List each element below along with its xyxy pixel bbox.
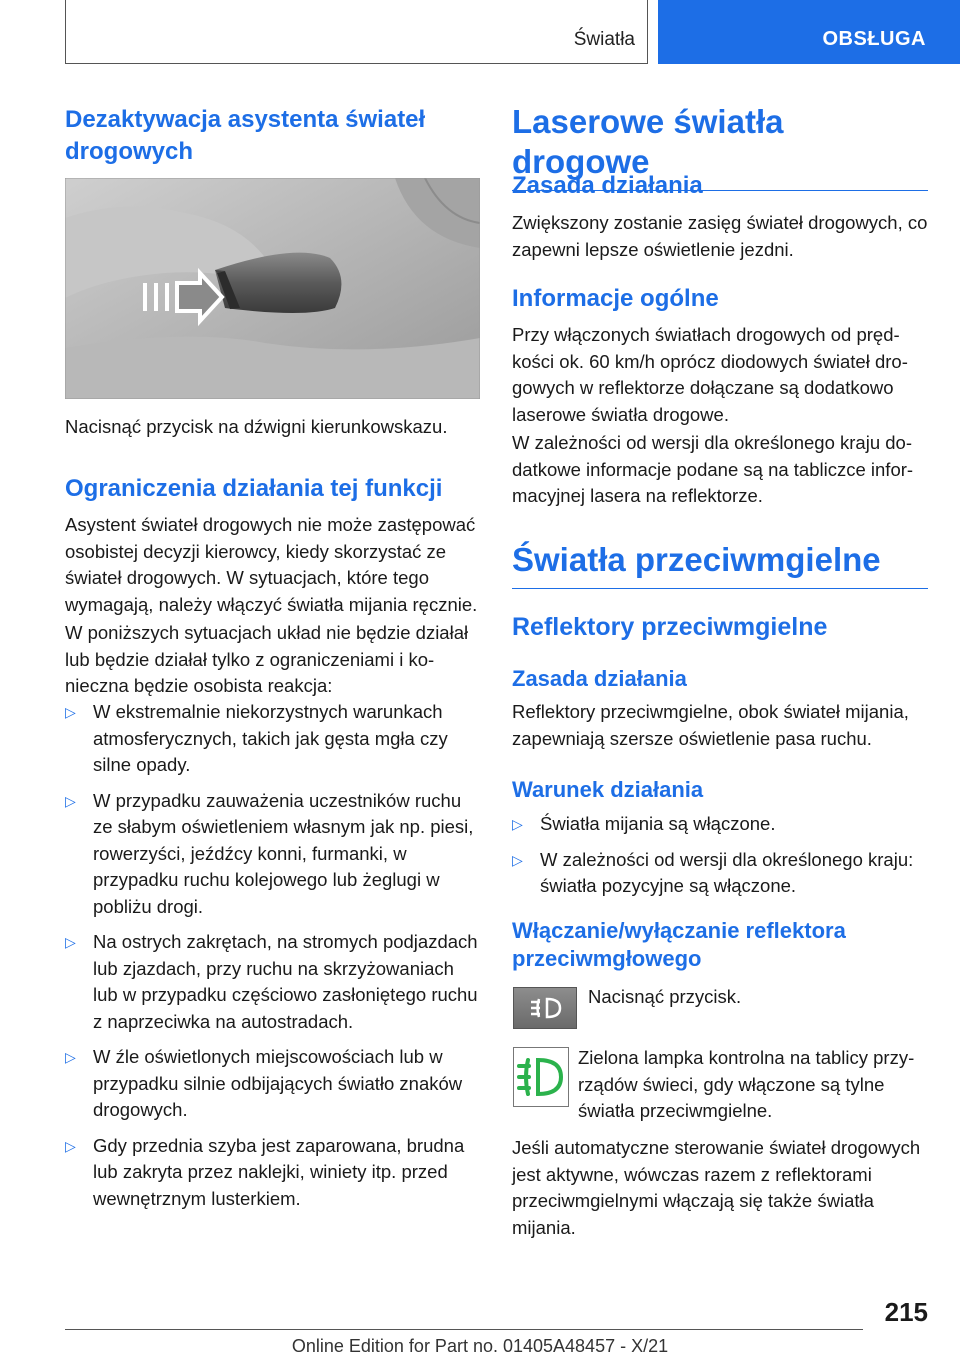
heading-fog-principle: Zasada działania: [512, 666, 687, 691]
list-item: [65, 1133, 480, 1213]
list-item-text: Światła mijania są włączone.: [540, 813, 776, 834]
triangle-bullet-icon: ▷: [65, 792, 76, 809]
auto-control-paragraph: Jeśli automatyczne sterowanie świateł drogowych jest aktywne, wówczas razem z reflektorami przeciwmgielnymi włączają się także światła mijania.: [512, 1137, 921, 1238]
fog-principle-paragraph: Reflektory przeciwmgielne, obok świateł mijania, zapewniają szersze oświetlenie pasa ruchu.: [512, 701, 909, 749]
turn-signal-lever-photo: [65, 178, 480, 399]
chapter-title: OBSŁUGA: [822, 28, 926, 50]
triangle-bullet-icon: ▷: [65, 1049, 76, 1065]
heading-general: Informacje ogólne: [512, 285, 719, 312]
condition-list: [512, 811, 928, 900]
heading-principle: Zasada działania: [512, 172, 703, 199]
heading-fog-lights: Światła przeciwmgielne: [512, 540, 928, 589]
list-item: [65, 929, 480, 1035]
limits-paragraph-1: Asystent świateł drogowych nie może zastępować osobistej decyzji kierowcy, kiedy skorzystać ze świateł drogowych. W sytuacjach, które tego wymagają, należy włączyć światła mijania ręcznie.: [65, 514, 478, 615]
page-number: 215: [884, 1297, 928, 1327]
footer-edition: Online Edition for Part no. 01405A48457 - X/21: [291, 1336, 669, 1356]
general-paragraph-1: Przy włączonych światłach drogowych od prędkości ok. 60 km/h oprócz diodowych świateł drogowych w reflektorze dołączane są dodatkowo laserowe światła drogowe.: [512, 324, 908, 425]
header-chapter-tab: [658, 0, 960, 64]
triangle-bullet-icon: ▷: [512, 816, 523, 832]
triangle-bullet-icon: ▷: [65, 704, 76, 720]
list-item-text: W zależności od wersji dla określonego kraju: światła pozycyjne są włączone.: [540, 848, 914, 896]
principle-paragraph: Zwiększony zostanie zasięg świateł drogowych, co zapewni lepsze oświetlenie jezdni.: [512, 212, 928, 260]
heading-deactivate: Dezaktywacja asystenta świateł drogowych: [65, 106, 426, 165]
list-item-text: W przypadku zauważenia uczestników ruchu ze słabym oświetleniem własnym jak np. piesi, rowerzyści, jeźdźcy konni, furmanki, w przypadku ruchu kolejowego lub żeglugi w pobliżu drogi.: [93, 789, 474, 917]
heading-condition: Warunek działania: [512, 777, 704, 802]
indicator-description: Zielona lampka kontrolna na tablicy przyrządów świeci, gdy włączone są tylne światła przeciwmgielne.: [578, 1047, 915, 1121]
list-item-text: Na ostrych zakrętach, na stromych podjazdach lub zjazdach, przy ruchu na skrzyżowaniach lub w przypadku częściowo zasłoniętego ruchu z naprzeciwka na autostradach.: [93, 931, 478, 1032]
section-title: Światła: [573, 29, 635, 50]
list-item: [65, 788, 480, 921]
heading-laser: Laserowe światła drogowe: [512, 102, 928, 191]
limits-list: [65, 699, 480, 1212]
list-item: [65, 699, 480, 779]
triangle-bullet-icon: ▷: [512, 851, 523, 868]
header-section-box: [65, 0, 648, 64]
list-item: [512, 847, 928, 900]
heading-switch-fog: Włączanie/wyłączanie reflektora przeciwmgłowego: [512, 918, 846, 971]
list-item-text: Gdy przednia szyba jest zaparowana, brudna lub zakryta przez naklejki, winiety itp. przed wewnętrznym lusterkiem.: [93, 1134, 465, 1209]
footer-divider: [65, 1329, 863, 1330]
limits-paragraph-2: W poniższych sytuacjach układ nie będzie działał lub będzie działał tylko z ograniczeniami i konieczna będzie osobista reakcja:: [65, 622, 469, 696]
triangle-bullet-icon: ▷: [65, 1137, 76, 1154]
photo-caption: Nacisnąć przycisk na dźwigni kierunkowskazu.: [65, 416, 448, 437]
heading-fog-headlights: Reflektory przeciwmgielne: [512, 613, 828, 641]
general-paragraph-2: W zależności od wersji dla określonego kraju dodatkowe informacje podane są na tabliczce informacyjnej lasera na reflektorze.: [512, 432, 914, 506]
list-item: [65, 1044, 480, 1124]
green-fog-indicator-icon: [513, 1047, 569, 1107]
triangle-bullet-icon: ▷: [65, 934, 76, 950]
list-item-text: W ekstremalnie niekorzystnych warunkach atmosferycznych, takich jak gęsta mgła czy silne opady.: [93, 701, 448, 775]
button-instruction: Nacisnąć przycisk.: [588, 986, 742, 1007]
list-item-text: W źle oświetlonych miejscowościach lub w przypadku silnie odbijających światło znaków drogowych.: [93, 1046, 463, 1120]
heading-limits: Ograniczenia działania tej funkcji: [65, 475, 443, 502]
list-item: [512, 811, 928, 838]
fog-light-button-icon: [513, 987, 577, 1029]
lever-illustration: [65, 178, 480, 399]
